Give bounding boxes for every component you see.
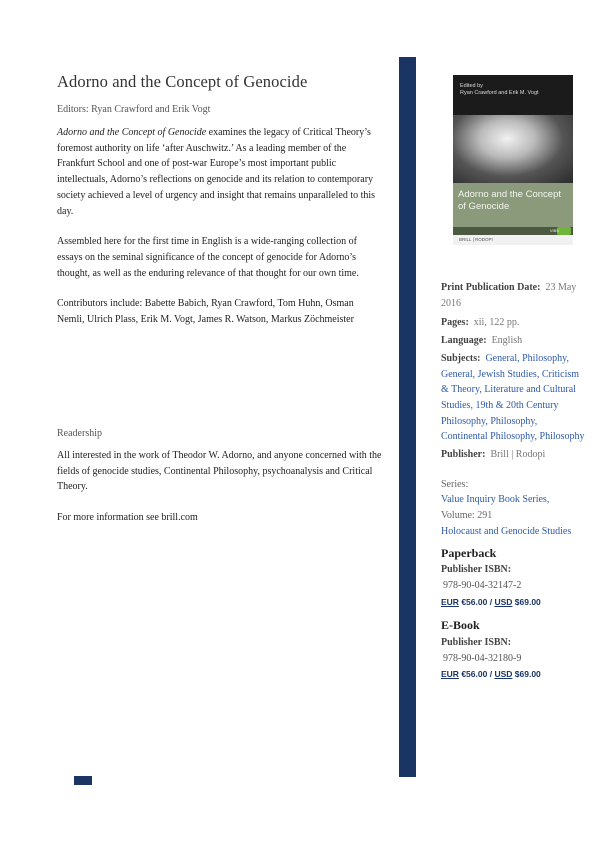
- series-link[interactable]: Holocaust and Genocide Studies: [441, 525, 572, 537]
- cover-editors: [460, 83, 539, 97]
- contributors-paragraph: Contributors include: Babette Babich, Ryan Crawford, Tom Huhn, Osman Nemli, Ulrich Plass, Erik M. Vogt, James R. Watson, Markus Zöchmeister: [57, 298, 354, 326]
- pages-value: xii, 122 pp.: [473, 317, 520, 329]
- publisher-value: Brill | Rodopi: [490, 449, 546, 461]
- cover-series-badge: [557, 227, 571, 235]
- cover-series-text: VIBS: [549, 228, 559, 233]
- series-volume: Volume: 291: [441, 510, 493, 522]
- description-paragraph: [57, 125, 382, 219]
- pub-date-value: 23 May 2016: [441, 282, 577, 309]
- main-column: [57, 72, 382, 328]
- collection-paragraph: Assembled here for the first time in English is a wide-ranging collection of essays on the seminal significance of the concept of genocide for Adorno’s thought, as well as the enduring relevance of that thought for our own time.: [57, 236, 359, 279]
- publication-date: [441, 280, 586, 311]
- language-label: Language:: [441, 335, 487, 347]
- cover-photo: [453, 115, 573, 183]
- readership-heading: Readership: [57, 428, 102, 439]
- more-info-text: For more information see brill.com: [57, 512, 198, 523]
- cover-edited-by: Edited by: [460, 83, 483, 89]
- series-link[interactable]: Value Inquiry Book Series,: [441, 494, 550, 506]
- publisher-label: Publisher:: [441, 449, 486, 461]
- book-title-italic: Adorno and the Concept of Genocide: [57, 127, 207, 138]
- eur-currency-link[interactable]: EUR: [441, 669, 459, 680]
- price-paperback: [441, 595, 586, 611]
- cover-publisher: BRILL | RODOPI: [459, 237, 493, 242]
- series-label: Series:: [441, 478, 469, 490]
- metadata-sidebar: [441, 280, 586, 683]
- price-separator: /: [489, 669, 493, 680]
- isbn-label: Publisher ISBN:: [441, 564, 512, 576]
- eur-price: €56.00: [461, 596, 488, 607]
- publisher: [441, 447, 586, 463]
- price-separator: /: [489, 596, 493, 607]
- eur-currency-link[interactable]: EUR: [441, 596, 459, 607]
- usd-price: $69.00: [514, 596, 541, 607]
- page-title: Adorno and the Concept of Genocide: [57, 72, 308, 91]
- vertical-accent-bar: [399, 57, 416, 777]
- description-text: examines the legacy of Critical Theory’s foremost authority on life ‘after Auschwitz.’ As a leading member of the Frankfurt School and one of post-war Europe’s most important public intellectuals, Adorno’s reflections on genocide and its relation to contemporary society achieved a level of urgency and insight that remains unparalleled to this day.: [57, 127, 376, 217]
- isbn-value: 978-90-04-32147-2: [443, 579, 522, 591]
- language: [441, 333, 586, 349]
- usd-currency-link[interactable]: USD: [494, 669, 513, 680]
- pub-date-label: Print Publication Date:: [441, 282, 541, 293]
- subjects-label: Subjects:: [441, 352, 481, 364]
- isbn-label: Publisher ISBN:: [441, 637, 512, 649]
- usd-currency-link[interactable]: USD: [494, 596, 513, 607]
- footer-accent-mark: [74, 776, 92, 785]
- subject-link[interactable]: Philosophy, Continental Philosophy, Philosophy: [441, 415, 585, 443]
- subject-link[interactable]: Criticism & Theory, Literature and Cultural Studies, 19th & 20th Century Philosophy,: [441, 368, 580, 427]
- book-cover-image: [453, 75, 573, 245]
- price-ebook: [441, 667, 586, 683]
- format-heading-ebook: E-Book: [441, 618, 480, 633]
- pages: [441, 315, 586, 331]
- subject-link[interactable]: General, Jewish Studies,: [441, 368, 540, 380]
- cover-editor-names: Ryan Crawford and Erik M. Vogt: [460, 90, 539, 96]
- readership-text: All interested in the work of Theodor W. Adorno, and anyone concerned with the fields of genocide studies, Continental Philosophy, psychoanalysis and Critical Theory.: [57, 450, 382, 493]
- language-value: English: [491, 335, 523, 347]
- subjects: [441, 351, 586, 445]
- pages-label: Pages:: [441, 317, 469, 329]
- usd-price: $69.00: [514, 669, 541, 680]
- eur-price: €56.00: [461, 669, 488, 680]
- format-heading-paperback: Paperback: [441, 545, 497, 560]
- editors-line: Editors: Ryan Crawford and Erik Vogt: [57, 104, 211, 115]
- series: [441, 492, 586, 539]
- subject-link[interactable]: General, Philosophy,: [485, 352, 569, 364]
- cover-title: Adorno and the Concept of Genocide: [458, 189, 561, 212]
- isbn-value: 978-90-04-32180-9: [443, 652, 522, 664]
